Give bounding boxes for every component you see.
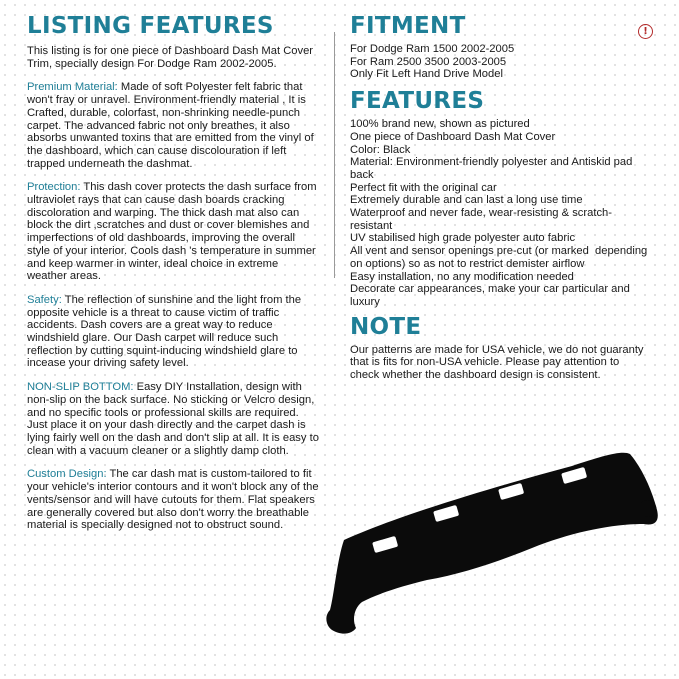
feature-line: All vent and sensor openings pre-cut (or marked depending on options) so as not to restrict demister airflow bbox=[350, 245, 648, 270]
feature-line: Extremely durable and can last a long use time bbox=[350, 194, 583, 207]
feature-text: This dash cover protects the dash surface from ultraviolet rays that can cause dash boards cracking discoloration and warping. The thick dash mat also can block the dirt ,scratches and dust or cover blemishes and imperfections of old dashboards, improving the overall style of your interior. Cools dash 's temperature in summer and keep warmer in winter, ideal choice in extreme weather areas. bbox=[27, 181, 317, 283]
feature-lead: NON-SLIP BOTTOM: bbox=[27, 381, 134, 394]
feature-lead: Custom Design: bbox=[27, 468, 107, 481]
feature-premium-material bbox=[27, 81, 319, 170]
feature-line: Material: Environment-friendly polyester and Antiskid pad back bbox=[350, 156, 633, 181]
note-heading: NOTE bbox=[350, 313, 422, 340]
feature-safety bbox=[27, 294, 319, 370]
fitment-heading: FITMENT bbox=[350, 13, 466, 39]
feature-text: The car dash mat is custom-tailored to fit your vehicle's interior contours and it won't block any of the vents/sensor and will have cutouts for them. Flat speakers are generally covered but also don't worry the breathable material is specially designed not to obstruct sound. bbox=[27, 468, 319, 532]
feature-protection bbox=[27, 181, 319, 283]
features-heading: FEATURES bbox=[350, 88, 485, 115]
listing-features-heading: LISTING FEATURES bbox=[27, 13, 274, 39]
exclamation-circle-icon[interactable]: ! bbox=[638, 24, 653, 39]
feature-lead: Premium Material: bbox=[27, 81, 118, 94]
feature-line: Decorate car appearances, make your car particular and luxury bbox=[350, 283, 630, 308]
feature-line: Perfect fit with the original car bbox=[350, 181, 497, 194]
note-text: Our patterns are made for USA vehicle, we do not guaranty that is fits for non-USA vehicle. Please pay attention to check whether the dashboard design is consistent. bbox=[350, 343, 644, 382]
features-list bbox=[350, 118, 650, 309]
feature-line: 100% brand new, shown as pictured bbox=[350, 118, 530, 131]
details-column bbox=[350, 12, 650, 382]
feature-text: Made of soft Polyester felt fabric that won't fray or unravel. Environment-friendly material , It is Crafted, durable, colorfast, non-shrinking needle-punch carpet. The advanced fabric not only breathes, it also absorbs unwanted toxins that are emitted from the vinyl of the dashboard, which can cause discolouration if left trapped underneath the dashmat. bbox=[27, 81, 314, 170]
feature-line: UV stabilised high grade polyester auto fabric bbox=[350, 232, 576, 245]
feature-line: Waterproof and never fade, wear-resisting & scratch-resistant bbox=[350, 207, 612, 232]
feature-lead: Safety: bbox=[27, 293, 62, 306]
fitment-list bbox=[350, 43, 650, 81]
fitment-line: For Dodge Ram 1500 2002-2005 bbox=[350, 43, 515, 55]
feature-text: The reflection of sunshine and the light from the opposite vehicle is a threat to cause victim of traffic accidents. Dash covers are a great way to reduce windshield glare. Our Dash carpet will reduce such reflection by cutting squint-inducing windshield glare to incease your driving safety level. bbox=[27, 293, 302, 370]
column-divider bbox=[334, 32, 335, 278]
feature-line: Color: Black bbox=[350, 143, 411, 156]
fitment-line: For Ram 2500 3500 2003-2005 bbox=[350, 55, 507, 68]
feature-line: One piece of Dashboard Dash Mat Cover bbox=[350, 130, 556, 143]
feature-text: Easy DIY Installation, design with non-slip on the back surface. No sticking or Velcro design, and no specific tools or professional skills are required. Just place it on your dash directly and the carpet dash is lying fairly well on the dash and don't slip at all. It is easy to clean with a vacuum cleaner or a slightly damp cloth. bbox=[27, 381, 319, 457]
feature-custom-design bbox=[27, 468, 319, 532]
fitment-line: Only Fit Left Hand Drive Model bbox=[350, 68, 503, 81]
dash-mat-image bbox=[322, 440, 678, 650]
listing-features-column bbox=[27, 12, 319, 532]
listing-intro: This listing is for one piece of Dashboard Dash Mat Cover Trim, specially design For Dodge Ram 2002-2005. bbox=[27, 45, 314, 70]
feature-non-slip-bottom bbox=[27, 381, 319, 457]
feature-lead: Protection: bbox=[27, 181, 81, 194]
feature-line: Easy installation, no any modification needed bbox=[350, 270, 574, 283]
